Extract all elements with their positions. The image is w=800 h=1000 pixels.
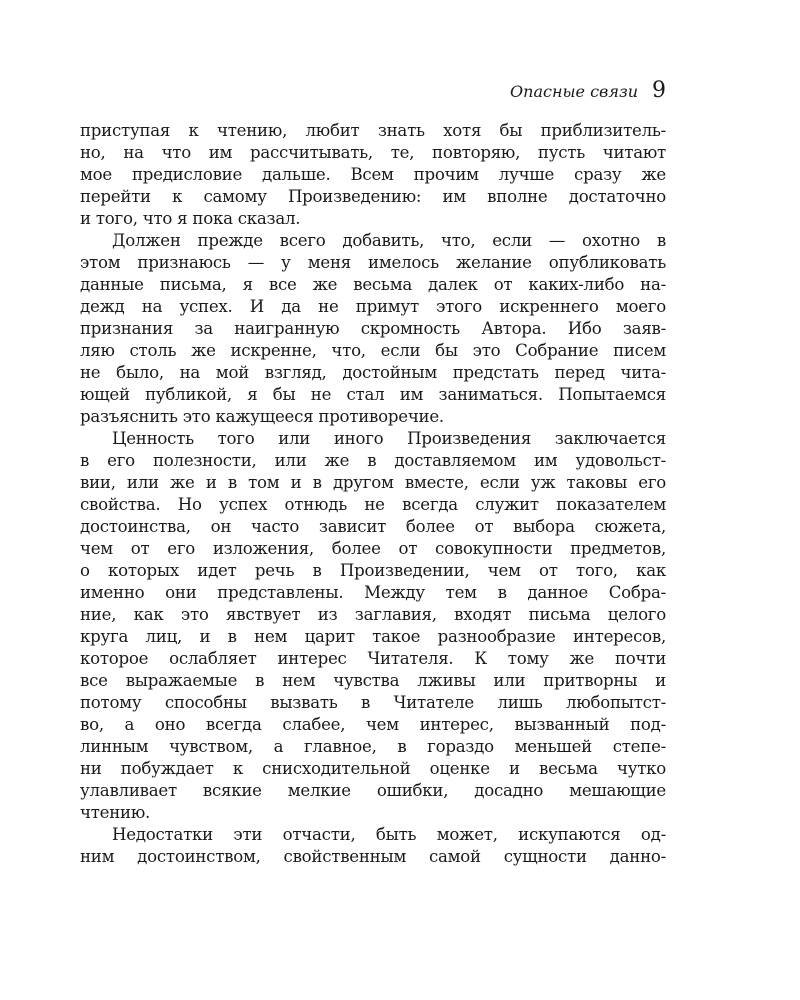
text-line: ющей публикой, я бы не стал им заниматься. Попытаемся — [80, 385, 666, 404]
text-line: о которых идет речь в Произведении, чем от того, как — [80, 561, 666, 580]
text-line: перейти к самому Произведению: им вполне достаточно — [80, 187, 666, 206]
text-line: разъяснить это кажущееся противоречие. — [80, 407, 444, 426]
text-line: улавливает всякие мелкие ошибки, досадно мешающие — [80, 781, 666, 800]
text-line: дежд на успех. И да не примут этого искреннего моего — [80, 297, 666, 316]
body-text — [80, 120, 666, 868]
text-line: признания за наигранную скромность Автора. Ибо заяв- — [80, 319, 666, 338]
text-line: чем от его изложения, более от совокупности предметов, — [80, 539, 666, 558]
text-line: вии, или же и в том и в другом вместе, если уж таковы его — [80, 473, 666, 492]
text-line: достоинства, он часто зависит более от выбора сюжета, — [80, 517, 666, 536]
text-line: линным чувством, а главное, в гораздо меньшей степе- — [80, 737, 666, 756]
text-line: Должен прежде всего добавить, что, если — охотно в — [112, 231, 666, 250]
text-line: ни побуждает к снисходительной оценке и весьма чутко — [80, 759, 666, 778]
paragraph — [80, 824, 666, 868]
text-line: ние, как это явствует из заглавия, входят письма целого — [80, 605, 666, 624]
text-line: ним достоинством, свойственным самой сущности данно- — [80, 847, 666, 866]
paragraph — [80, 428, 666, 824]
page-number: 9 — [652, 78, 666, 103]
text-line: которое ослабляет интерес Читателя. К тому же почти — [80, 649, 666, 668]
text-line: именно они представлены. Между тем в данное Собра- — [80, 583, 666, 602]
text-line: мое предисловие дальше. Всем прочим лучше сразу же — [80, 165, 666, 184]
text-line: но, на что им рассчитывать, те, повторяю, пусть читают — [80, 143, 666, 162]
text-line: не было, на мой взгляд, достойным предстать перед чита- — [80, 363, 666, 382]
text-line: круга лиц, и в нем царит такое разнообразие интересов, — [80, 627, 666, 646]
text-line: Недостатки эти отчасти, быть может, искупаются од- — [112, 825, 666, 844]
text-line: ляю столь же искренне, что, если бы это Собрание писем — [80, 341, 666, 360]
text-line: данные письма, я все же весьма далек от каких-либо на- — [80, 275, 666, 294]
text-line: свойства. Но успех отнюдь не всегда служит показателем — [80, 495, 666, 514]
text-line: в его полезности, или же в доставляемом им удовольст- — [80, 451, 666, 470]
text-line: и того, что я пока сказал. — [80, 209, 301, 228]
paragraph — [80, 230, 666, 428]
text-line: этом признаюсь — у меня имелось желание опубликовать — [80, 253, 666, 272]
text-line: Ценность того или иного Произведения заключается — [112, 429, 666, 448]
text-line: во, а оно всегда слабее, чем интерес, вызванный под- — [80, 715, 666, 734]
running-header — [510, 78, 666, 103]
text-line: чтению. — [80, 803, 151, 822]
text-line: потому способны вызвать в Читателе лишь любопытст- — [80, 693, 666, 712]
text-line: приступая к чтению, любит знать хотя бы приблизитель- — [80, 121, 666, 140]
paragraph — [80, 120, 666, 230]
text-line: все выражаемые в нем чувства лживы или притворны и — [80, 671, 666, 690]
running-title: Опасные связи — [510, 82, 638, 101]
